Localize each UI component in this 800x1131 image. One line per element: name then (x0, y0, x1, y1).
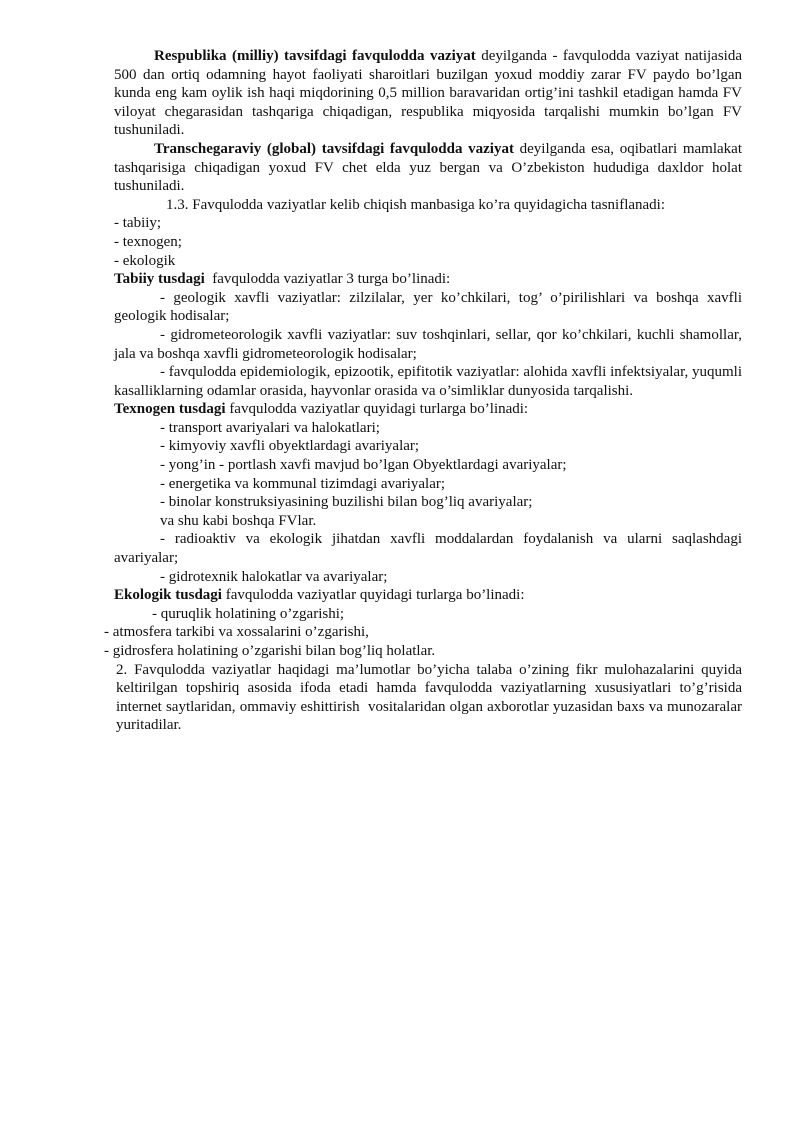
tabiiy-item: - geologik xavfli vaziyatlar: zilzilalar, yer ko’chkilari, tog’ o’pirilishlari va boshqa xavfli geologik hodisalar; (114, 289, 742, 325)
respublika-definition: deyilganda - favqulodda vaziyat natijasida 500 dan ortiq odamning hayot faoliyati sharoitlari buzilgan yoxud moddiy zarar FV paydo bo’lgan kunda eng kam oylik ish haqi miqdorining 0,5 million baravaridan ortig’ini tashkil etadigan hamda FV viloyat chegarasidan tashqariga chiqadigan, respublika miqyosida tarqalishi mumkin bo’lgan FV tushuniladi. (114, 48, 743, 139)
texnogen-heading (114, 400, 742, 419)
respublika-paragraph (114, 47, 742, 140)
texnogen-item: - kimyoviy xavfli obyektlardagi avariyalar; (160, 438, 420, 455)
ekologik-item: - quruqlik holatining o’zgarishi; (152, 605, 345, 622)
transchegaraviy-definition: deyilganda esa, oqibatlari mamlakat tashqarisiga chiqadigan yoxud FV chet elda yuz bergan va O’zbekiston hududiga daxldor holat tushuniladi. (114, 140, 742, 195)
respublika-term: Respublika (milliy) tavsifdagi favqulodda vaziyat (154, 48, 476, 64)
document-body (104, 47, 746, 735)
final-text: 2. Favqulodda vaziyatlar haqidagi ma’lumotlar bo’yicha talaba o’zining fikr mulohazalarini quyida keltirilgan topshiriq asosida ifoda etadi hamda favqulodda vaziyatlarning xususiyatlari to’g’risida internet saytlaridan, ommaviy eshittirish vositalaridan olgan axborotlar yuzasidan baxs va munozaralar yuritadilar. (116, 661, 746, 734)
texnogen-intro: favqulodda vaziyatlar quyidagi turlarga bo’linadi: (225, 401, 529, 418)
tabiiy-term: Tabiiy tusdagi (114, 271, 205, 288)
transchegaraviy-term: Transchegaraviy (global) tavsifdagi favqulodda vaziyat (154, 140, 514, 157)
source-type-item: - ekologik (114, 252, 176, 269)
section-1-3-heading: 1.3. Favqulodda vaziyatlar kelib chiqish manbasiga ko’ra quyidagicha tasniflanadi: (166, 196, 666, 213)
ekologik-item: - atmosfera tarkibi va xossalarini o’zgarishi, (104, 624, 369, 641)
tabiiy-heading (114, 270, 742, 289)
texnogen-item: - transport avariyalari va halokatlari; (160, 419, 380, 436)
transchegaraviy-paragraph (114, 140, 742, 196)
texnogen-item: - binolar konstruksiyasining buzilishi bilan bog’liq avariyalar; (160, 494, 533, 511)
tabiiy-intro: favqulodda vaziyatlar 3 turga bo’linadi: (204, 271, 451, 288)
tabiiy-item: - favqulodda epidemiologik, epizootik, epifitotik vaziyatlar: alohida xavfli infektsiyalar, yuqumli kasalliklarning odamlar orasida, hayvonlar orasida va o’simliklar dunyosida tarqalishi. (114, 364, 742, 399)
texnogen-radioactive-item: - radioaktiv va ekologik jihatdan xavfli moddalardan foydalanish va ularni saqlashdagi avariyalar; (114, 531, 742, 567)
ekologik-heading (114, 586, 742, 605)
tabiiy-item: - gidrometeorologik xavfli vaziyatlar: suv toshqinlari, sellar, qor ko’chkilari, kuchli shamollar, jala va boshqa xavfli gidrometeorologik hodisalar; (114, 326, 742, 362)
ekologik-term: Ekologik tusdagi (114, 587, 222, 604)
texnogen-item: - yong’in - portlash xavfi mavjud bo’lgan Obyektlardagi avariyalar; (160, 457, 567, 474)
texnogen-item: va shu kabi boshqa FVlar. (160, 512, 317, 529)
ekologik-item: - gidrosfera holatining o’zgarishi bilan bog’liq holatlar. (104, 643, 436, 659)
source-type-item: - texnogen; (114, 233, 182, 250)
texnogen-item: - gidrotexnik halokatlar va avariyalar; (160, 568, 388, 585)
source-type-item: - tabiiy; (114, 215, 162, 232)
ekologik-intro: favqulodda vaziyatlar quyidagi turlarga bo’linadi: (221, 587, 525, 604)
texnogen-item: - energetika va kommunal tizimdagi avariyalar; (160, 475, 446, 492)
final-paragraph (114, 661, 746, 735)
texnogen-term: Texnogen tusdagi (114, 401, 226, 418)
